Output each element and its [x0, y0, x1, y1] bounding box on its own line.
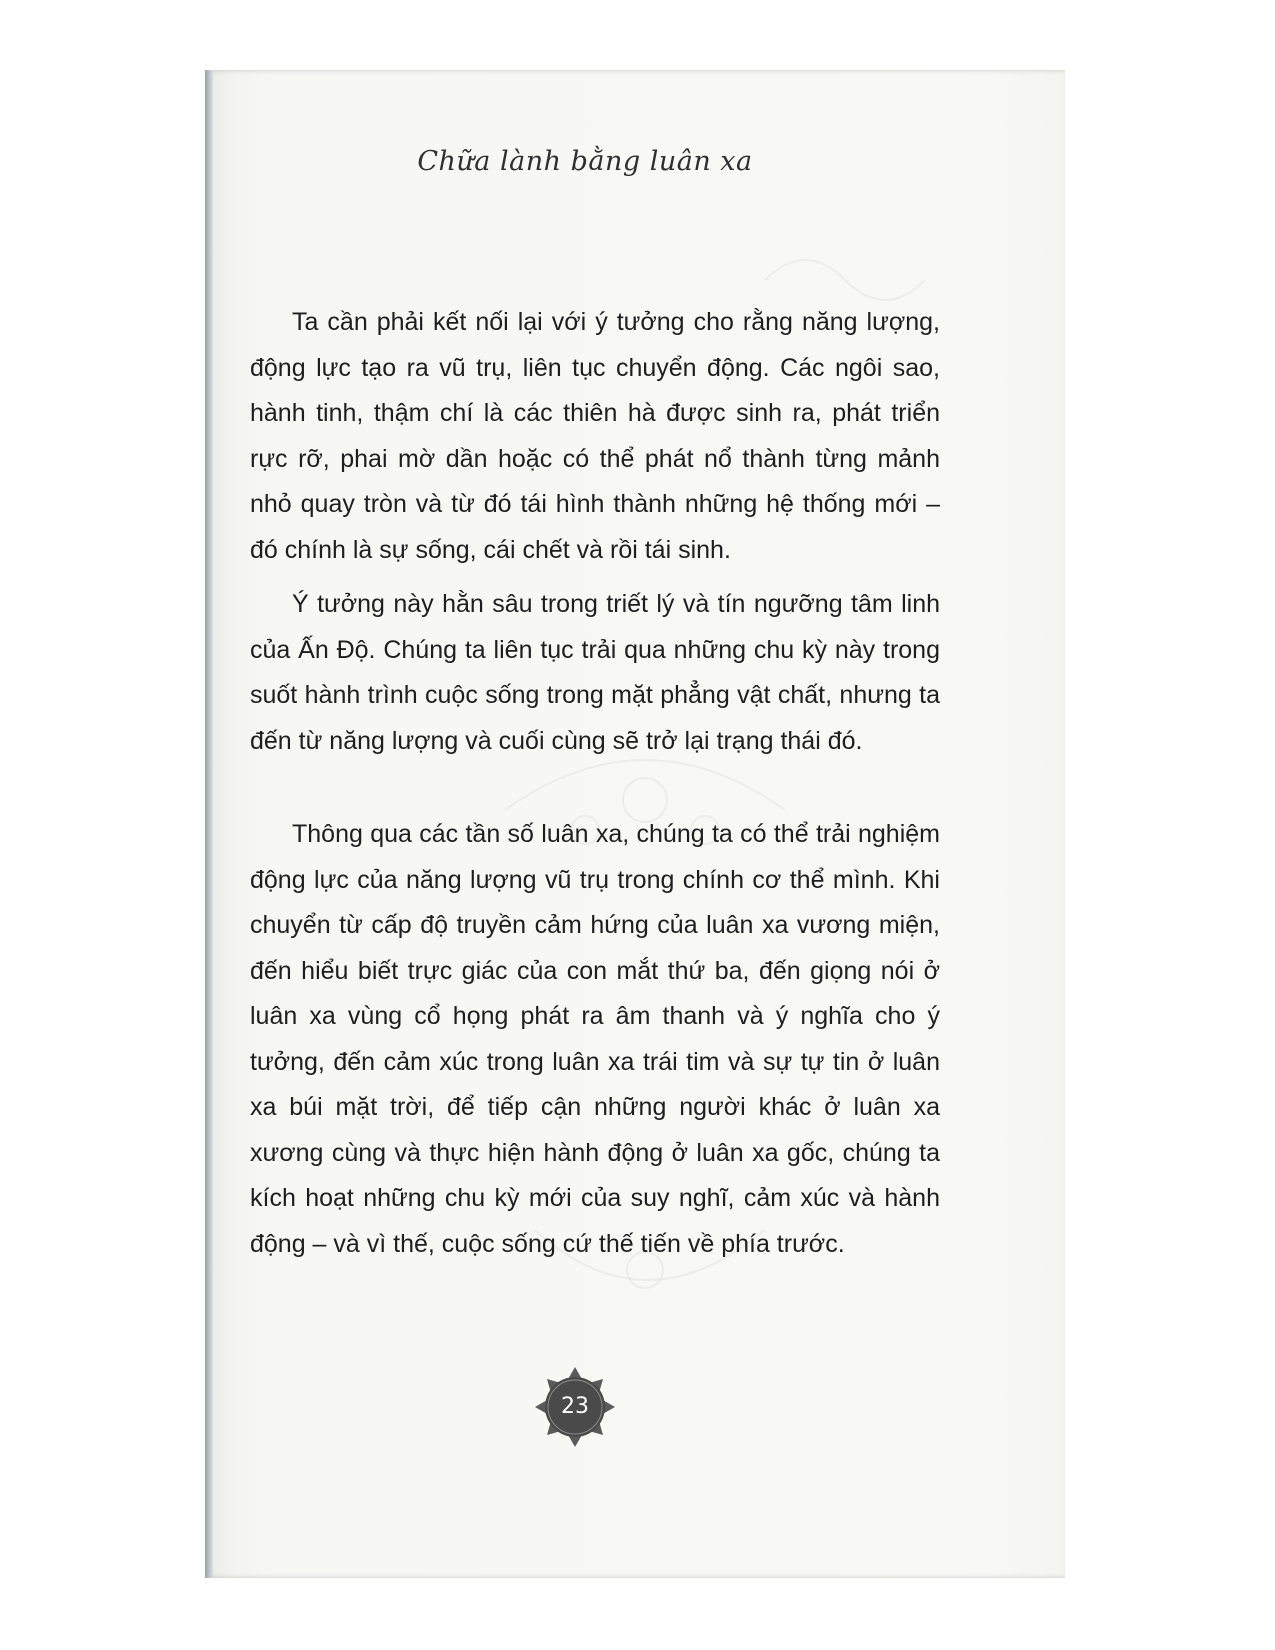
paragraph-2: Ý tưởng này hằn sâu trong triết lý và tín ngưỡng tâm linh của Ấn Độ. Chúng ta liên tục trải qua những chu kỳ này trong suốt hành trình cuộc sống trong mặt phẳng vật chất, nhưng ta đến từ năng lượng và cuối cùng sẽ trở lại trạng thái đó. [250, 590, 940, 755]
page-number: 23 [561, 1394, 589, 1419]
paragraph-1: Ta cần phải kết nối lại với ý tưởng cho rằng năng lượng, động lực tạo ra vũ trụ, liên tục chuyển động. Các ngôi sao, hành tinh, thậm chí là các thiên hà được sinh ra, phát triển rực rỡ, phai mờ dần hoặc có thể phát nổ thành từng mảnh nhỏ quay tròn và từ đó tái hình thành những hệ thống mới – đó chính là sự sống, cái chết và rồi tái sinh. [250, 308, 940, 564]
paragraph-3: Thông qua các tần số luân xa, chúng ta có thể trải nghiệm động lực của năng lượng vũ trụ trong chính cơ thể mình. Khi chuyển từ cấp độ truyền cảm hứng của luân xa vương miện, đến hiểu biết trực giác của con mắt thứ ba, đến giọng nói ở luân xa vùng cổ họng phát ra âm thanh và ý nghĩa cho ý tưởng, đến cảm xúc trong luân xa trái tim và sự tự tin ở luân xa búi mặt trời, để tiếp cận những người khác ở luân xa xương cùng và thực hiện hành động ở luân xa gốc, chúng ta kích hoạt những chu kỳ mới của suy nghĩ, cảm xúc và hành động – và vì thế, cuộc sống cứ thế tiến về phía trước. [250, 820, 940, 1258]
page-gutter-edge [205, 70, 213, 1578]
running-head: Chữa lành bằng luân xa [417, 146, 753, 177]
